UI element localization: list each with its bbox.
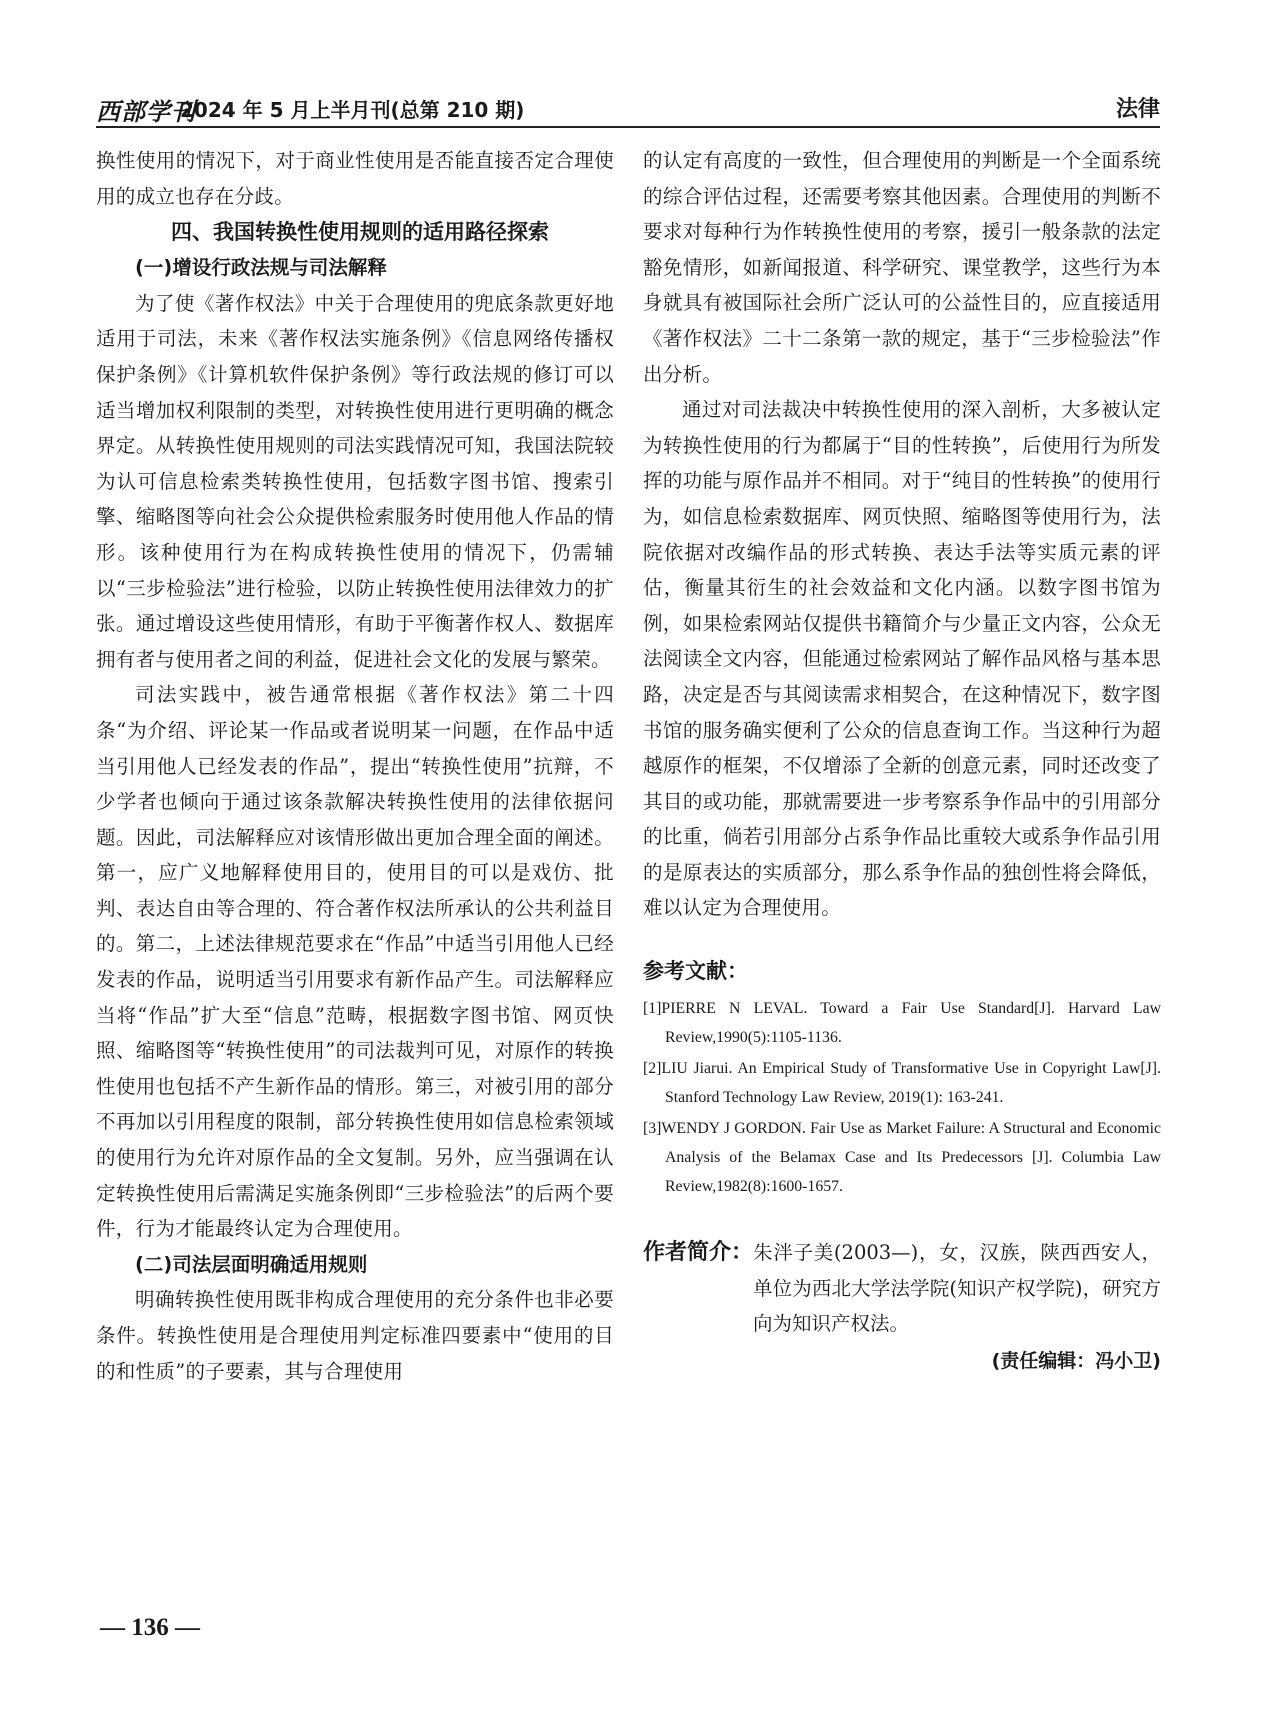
paragraph: 为了使《著作权法》中关于合理使用的兜底条款更好地适用于司法，未来《著作权法实施条例》《信息网络传播权保护条例》《计算机软件保护条例》等行政法规的修订可以适当增加权利限制的类型，对转换性使用进行更明确的概念界定。从转换性使用规则的司法实践情况可知，我国法院较为认可信息检索类转换性使用，包括数字图书馆、搜索引擎、缩略图等向社会公众提供检索服务时使用他人作品的情形。该种使用行为在构成转换性使用的情况下，仍需辅以“三步检验法”进行检验，以防止转换性使用法律效力的扩张。通过增设这些使用情形，有助于平衡著作权人、数据库拥有者与使用者之间的利益，促进社会文化的发展与繁荣。 <box>96 291 614 671</box>
paragraph: 明确转换性使用既非构成合理使用的充分条件也非必要条件。转换性使用是合理使用判定标准四要素中“使用的目的和性质”的子要素，其与合理使用 <box>96 1288 614 1383</box>
references-heading: 参考文献： <box>643 959 748 984</box>
journal-logo: 西部学刊 <box>96 97 196 126</box>
paragraph: 的认定有高度的一致性，但合理使用的判断是一个全面系统的综合评估过程，还需要考察其他因素。合理使用的判断不要求对每种行为作转换性使用的考察，援引一般条款的法定豁免情形，如新闻报道、科学研究、课堂教学，这些行为本身就具有被国际社会所广泛认可的公益性目的，应直接适用《著作权法》二十二条第一款的规定，基于“三步检验法”作出分析。 <box>643 149 1161 386</box>
right-column <box>643 143 1161 1378</box>
reference-item: [3]WENDY J GORDON. Fair Use as Market Failure: A Structural and Economic Analysis of the Belamax Case and Its Predecessors [J]. Columbia Law Review,1982(8):1600-1657. <box>643 1120 1161 1196</box>
author-bio <box>643 1235 1161 1342</box>
subsection-heading: (二)司法层面明确适用规则 <box>135 1252 368 1276</box>
reference-item: [2]LIU Jiarui. An Empirical Study of Transformative Use in Copyright Law[J]. Stanford Technology Law Review, 2019(1): 163-241. <box>643 1060 1161 1107</box>
page-header <box>96 92 1160 128</box>
page-number: — 136 — <box>100 1614 200 1641</box>
issue-info: 2024 年 5 月上半月刊(总第 210 期) <box>180 98 525 122</box>
subsection-heading: (一)增设行政法规与司法解释 <box>135 256 387 280</box>
paragraph: 司法实践中，被告通常根据《著作权法》第二十四条“为介绍、评论某一作品或者说明某一问题，在作品中适当引用他人已经发表的作品”，提出“转换性使用”抗辩，不少学者也倾向于通过该条款解决转换性使用的法律依据问题。因此，司法解释应对该情形做出更加合理全面的阐述。第一，应广义地解释使用目的，使用目的可以是戏仿、批判、表达自由等合理的、符合著作权法所承认的公共利益目的。第二，上述法律规范要求在“作品”中适当引用他人已经发表的作品，说明适当引用要求有新作品产生。司法解释应当将“作品”扩大至“信息”范畴，根据数字图书馆、网页快照、缩略图等“转换性使用”的司法裁判可见，对原作的转换性使用也包括不产生新作品的情形。第三，对被引用的部分不再加以引用程度的限制，部分转换性使用如信息检索领域的使用行为允许对原作品的全文复制。另外，应当强调在认定转换性使用后需满足实施条例即“三步检验法”的后两个要件，行为才能最终认定为合理使用。 <box>96 683 614 1241</box>
author-bio-label: 作者简介： <box>643 1240 754 1266</box>
left-column <box>96 143 614 1389</box>
author-bio-text: 朱泮子美(2003—)，女，汉族，陕西西安人，单位为西北大学法学院(知识产权学院)，研究方向为知识产权法。 <box>753 1241 1161 1336</box>
paragraph: 换性使用的情况下，对于商业性使用是否能直接否定合理使用的成立也存在分歧。 <box>96 149 614 208</box>
section-heading: 四、我国转换性使用规则的适用路径探索 <box>171 220 549 245</box>
reference-item: [1]PIERRE N LEVAL. Toward a Fair Use Standard[J]. Harvard Law Review,1990(5):1105-1136. <box>643 1000 1161 1047</box>
paragraph: 通过对司法裁决中转换性使用的深入剖析，大多被认定为转换性使用的行为都属于“目的性转换”，后使用行为所发挥的功能与原作品并不相同。对于“纯目的性转换”的使用行为，如信息检索数据库、网页快照、缩略图等使用行为，法院依据对改编作品的形式转换、表达手法等实质元素的评估，衡量其衍生的社会效益和文化内涵。以数字图书馆为例，如果检索网站仅提供书籍简介与少量正文内容，公众无法阅读全文内容，但能通过检索网站了解作品风格与基本思路，决定是否与其阅读需求相契合，在这种情况下，数字图书馆的服务确实便利了公众的信息查询工作。当这种行为超越原作的框架，不仅增添了全新的创意元素，同时还改变了其目的或功能，那就需要进一步考察系争作品中的引用部分的比重，倘若引用部分占系争作品比重较大或系争作品引用的是原表达的实质部分，那么系争作品的独创性将会降低，难以认定为合理使用。 <box>643 398 1161 920</box>
responsible-editor: (责任编辑：冯小卫) <box>991 1349 1161 1372</box>
section-name: 法律 <box>1115 97 1160 122</box>
